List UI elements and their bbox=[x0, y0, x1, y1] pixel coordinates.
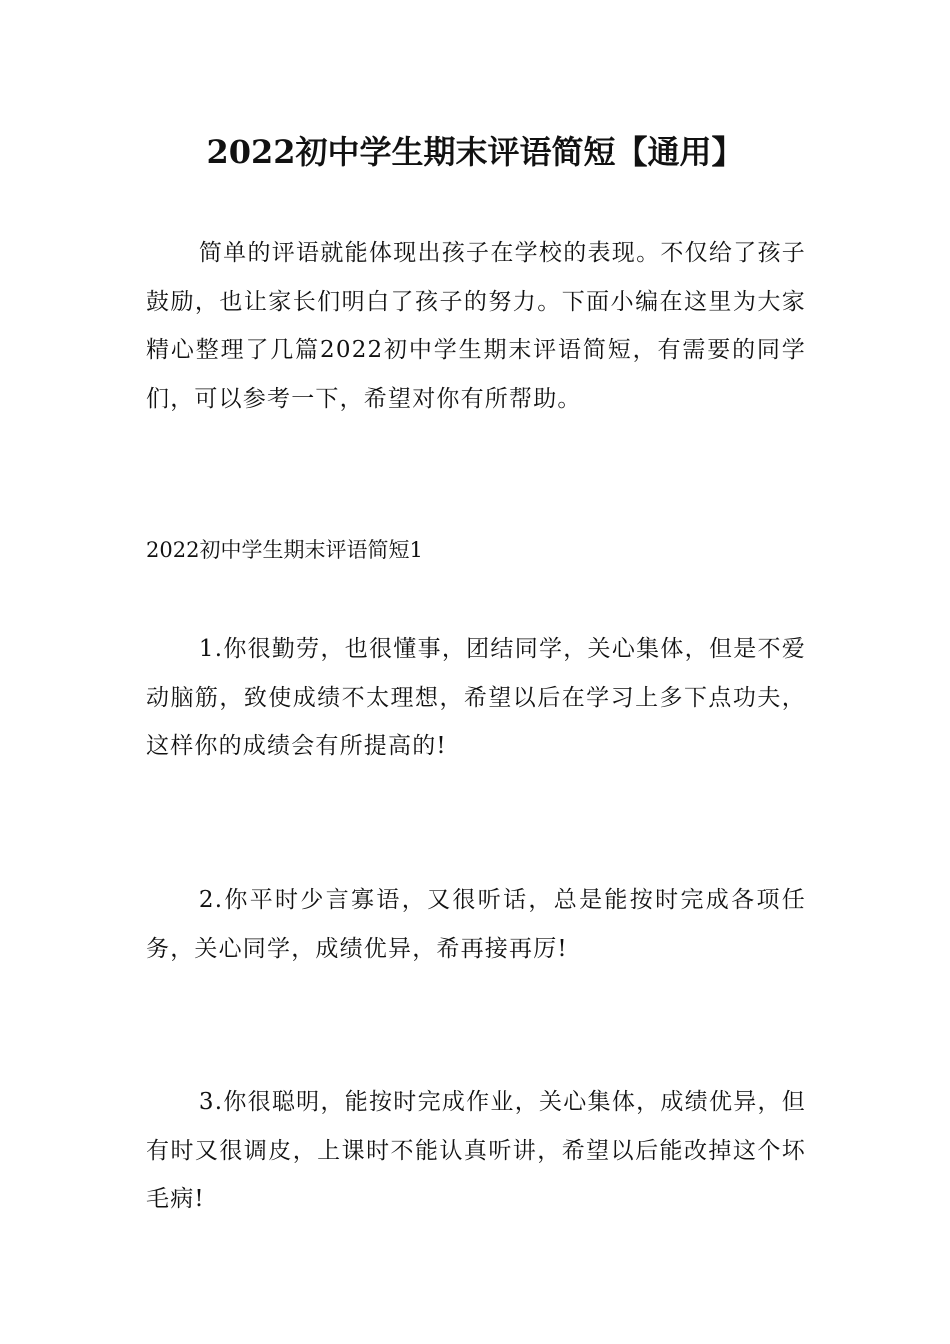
document-title: 2022初中学生期末评语简短【通用】 bbox=[206, 133, 744, 171]
comment-item-1: 1.你很勤劳，也很懂事，团结同学，关心集体，但是不爱动脑筋，致使成绩不太理想，希望以后在学习上多下点功夫，这样你的成绩会有所提高的! bbox=[146, 636, 806, 759]
comment-item-2: 2.你平时少言寡语，又很听话，总是能按时完成各项任务，关心同学，成绩优异，希再接再厉! bbox=[146, 887, 806, 962]
comment-item-3: 3.你很聪明，能按时完成作业，关心集体，成绩优异，但有时又很调皮，上课时不能认真听讲，希望以后能改掉这个坏毛病! bbox=[146, 1089, 806, 1212]
intro-paragraph: 简单的评语就能体现出孩子在学校的表现。不仅给了孩子鼓励，也让家长们明白了孩子的努力。下面小编在这里为大家精心整理了几篇2022初中学生期末评语简短，有需要的同学们，可以参考一下，希望对你有所帮助。 bbox=[146, 240, 806, 412]
section-heading: 2022初中学生期末评语简短1 bbox=[146, 538, 423, 562]
